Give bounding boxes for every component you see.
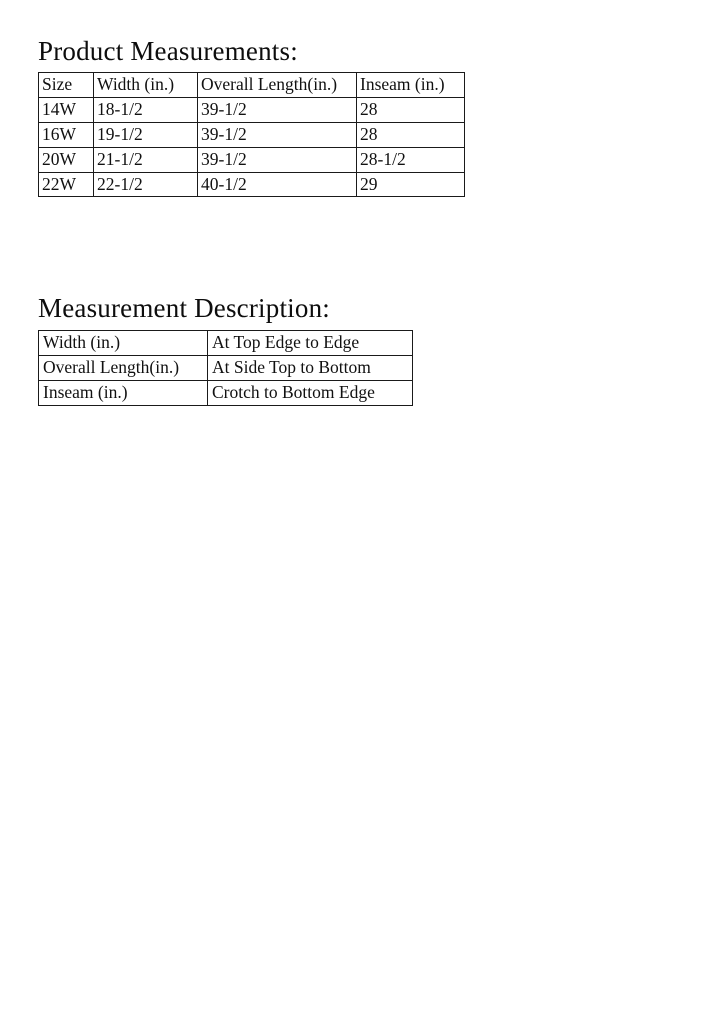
cell-size: 20W	[39, 147, 94, 172]
cell-measurement-name: Overall Length(in.)	[39, 355, 208, 380]
cell-inseam: 28-1/2	[357, 147, 465, 172]
measurement-description-title: Measurement Description:	[38, 293, 330, 323]
cell-measurement-name: Inseam (in.)	[39, 380, 208, 405]
table-row	[39, 147, 465, 172]
table-row	[39, 172, 465, 197]
cell-overall-length: 39-1/2	[198, 122, 357, 147]
measurement-description-section	[38, 293, 413, 406]
cell-measurement-definition: At Top Edge to Edge	[208, 331, 413, 356]
cell-overall-length: 39-1/2	[198, 97, 357, 122]
cell-width: 21-1/2	[94, 147, 198, 172]
cell-measurement-name: Width (in.)	[39, 331, 208, 356]
column-header-inseam: Inseam (in.)	[357, 73, 465, 98]
table-row	[39, 97, 465, 122]
cell-overall-length: 40-1/2	[198, 172, 357, 197]
product-measurements-title: Product Measurements:	[38, 36, 298, 66]
measurement-description-table	[38, 330, 413, 406]
cell-size: 16W	[39, 122, 94, 147]
column-header-overall-length: Overall Length(in.)	[198, 73, 357, 98]
cell-measurement-definition: At Side Top to Bottom	[208, 355, 413, 380]
product-measurements-section	[38, 36, 465, 197]
table-header-row	[39, 73, 465, 98]
column-header-size: Size	[39, 73, 94, 98]
cell-inseam: 28	[357, 97, 465, 122]
product-measurements-table	[38, 72, 465, 197]
table-row	[39, 122, 465, 147]
table-row	[39, 331, 413, 356]
cell-inseam: 28	[357, 122, 465, 147]
cell-inseam: 29	[357, 172, 465, 197]
cell-measurement-definition: Crotch to Bottom Edge	[208, 380, 413, 405]
cell-overall-length: 39-1/2	[198, 147, 357, 172]
cell-width: 22-1/2	[94, 172, 198, 197]
column-header-width: Width (in.)	[94, 73, 198, 98]
cell-width: 18-1/2	[94, 97, 198, 122]
cell-width: 19-1/2	[94, 122, 198, 147]
cell-size: 22W	[39, 172, 94, 197]
table-row	[39, 380, 413, 405]
table-row	[39, 355, 413, 380]
cell-size: 14W	[39, 97, 94, 122]
